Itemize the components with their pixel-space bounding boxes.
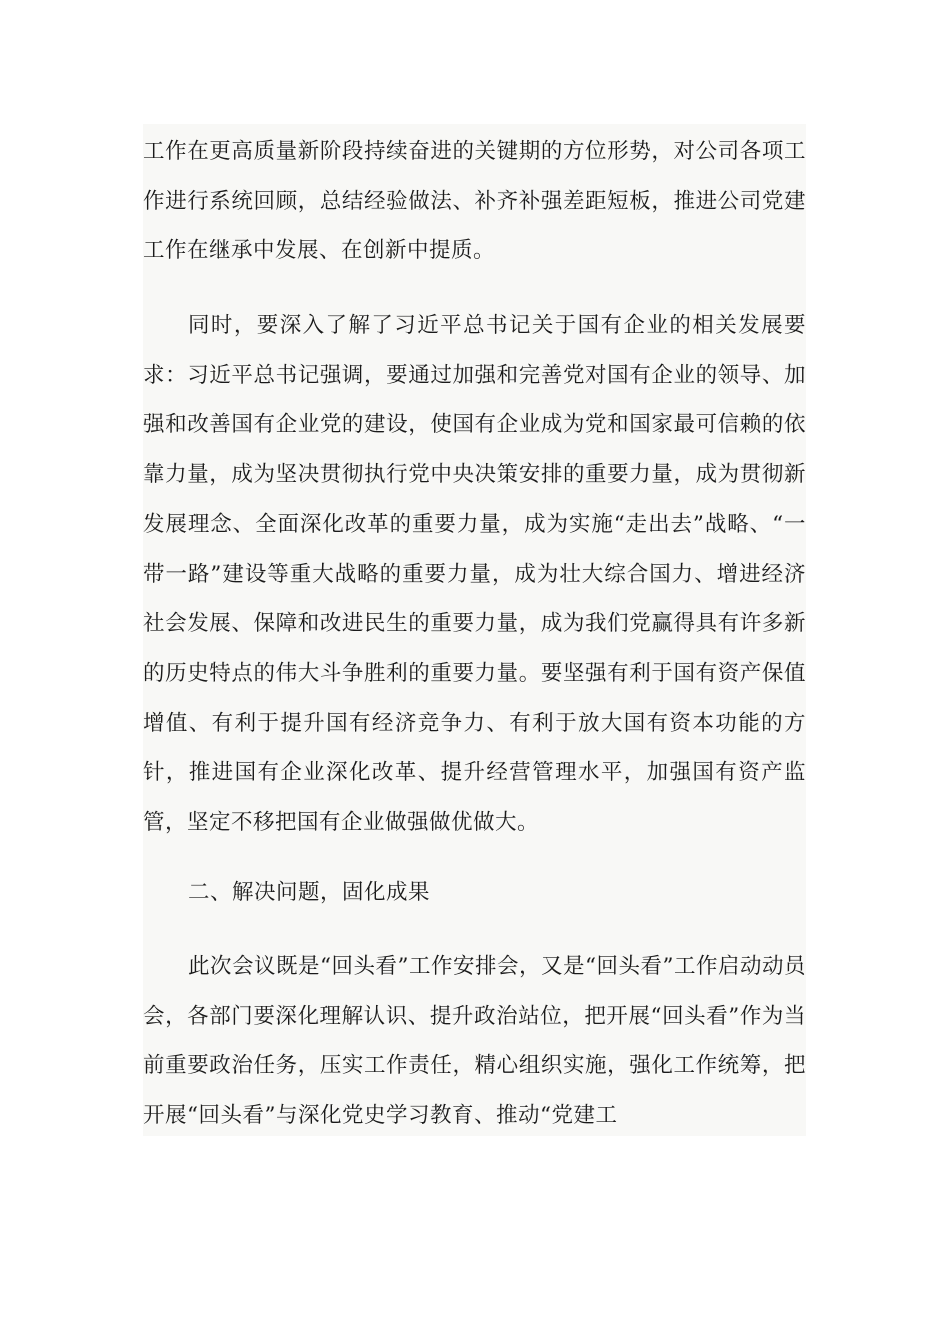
paragraph-continued: 工作在更高质量新阶段持续奋进的关键期的方位形势，对公司各项工作进行系统回顾，总结经验做法、补齐补强差距短板，推进公司党建工作在继承中发展、在创新中提质。: [143, 139, 806, 264]
section-heading: 二、解决问题，固化成果: [188, 880, 431, 905]
paragraph-meeting: 此次会议既是“回头看”工作安排会，又是“回头看”工作启动动员会，各部门要深化理解认识、提升政治站位，把开展“回头看”作为当前重要政治任务，压实工作责任，精心组织实施，强化工作统筹，把开展“回头看”与深化党史学习教育、推动“党建工: [143, 954, 806, 1129]
document-body: [143, 124, 806, 1136]
paragraph-requirements: 同时，要深入了解了习近平总书记关于国有企业的相关发展要求：习近平总书记强调，要通过加强和完善党对国有企业的领导、加强和改善国有企业党的建设，使国有企业成为党和国家最可信赖的依靠力量，成为坚决贯彻执行党中央决策安排的重要力量，成为贯彻新发展理念、全面深化改革的重要力量，成为实施“走出去”战略、“一带一路”建设等重大战略的重要力量，成为壮大综合国力、增进经济社会发展、保障和改进民生的重要力量，成为我们党赢得具有许多新的历史特点的伟大斗争胜利的重要力量。要坚强有利于国有资产保值增值、有利于提升国有经济竞争力、有利于放大国有资本功能的方针，推进国有企业深化改革、提升经营管理水平，加强国有资产监管，坚定不移把国有企业做强做优做大。: [143, 313, 806, 836]
